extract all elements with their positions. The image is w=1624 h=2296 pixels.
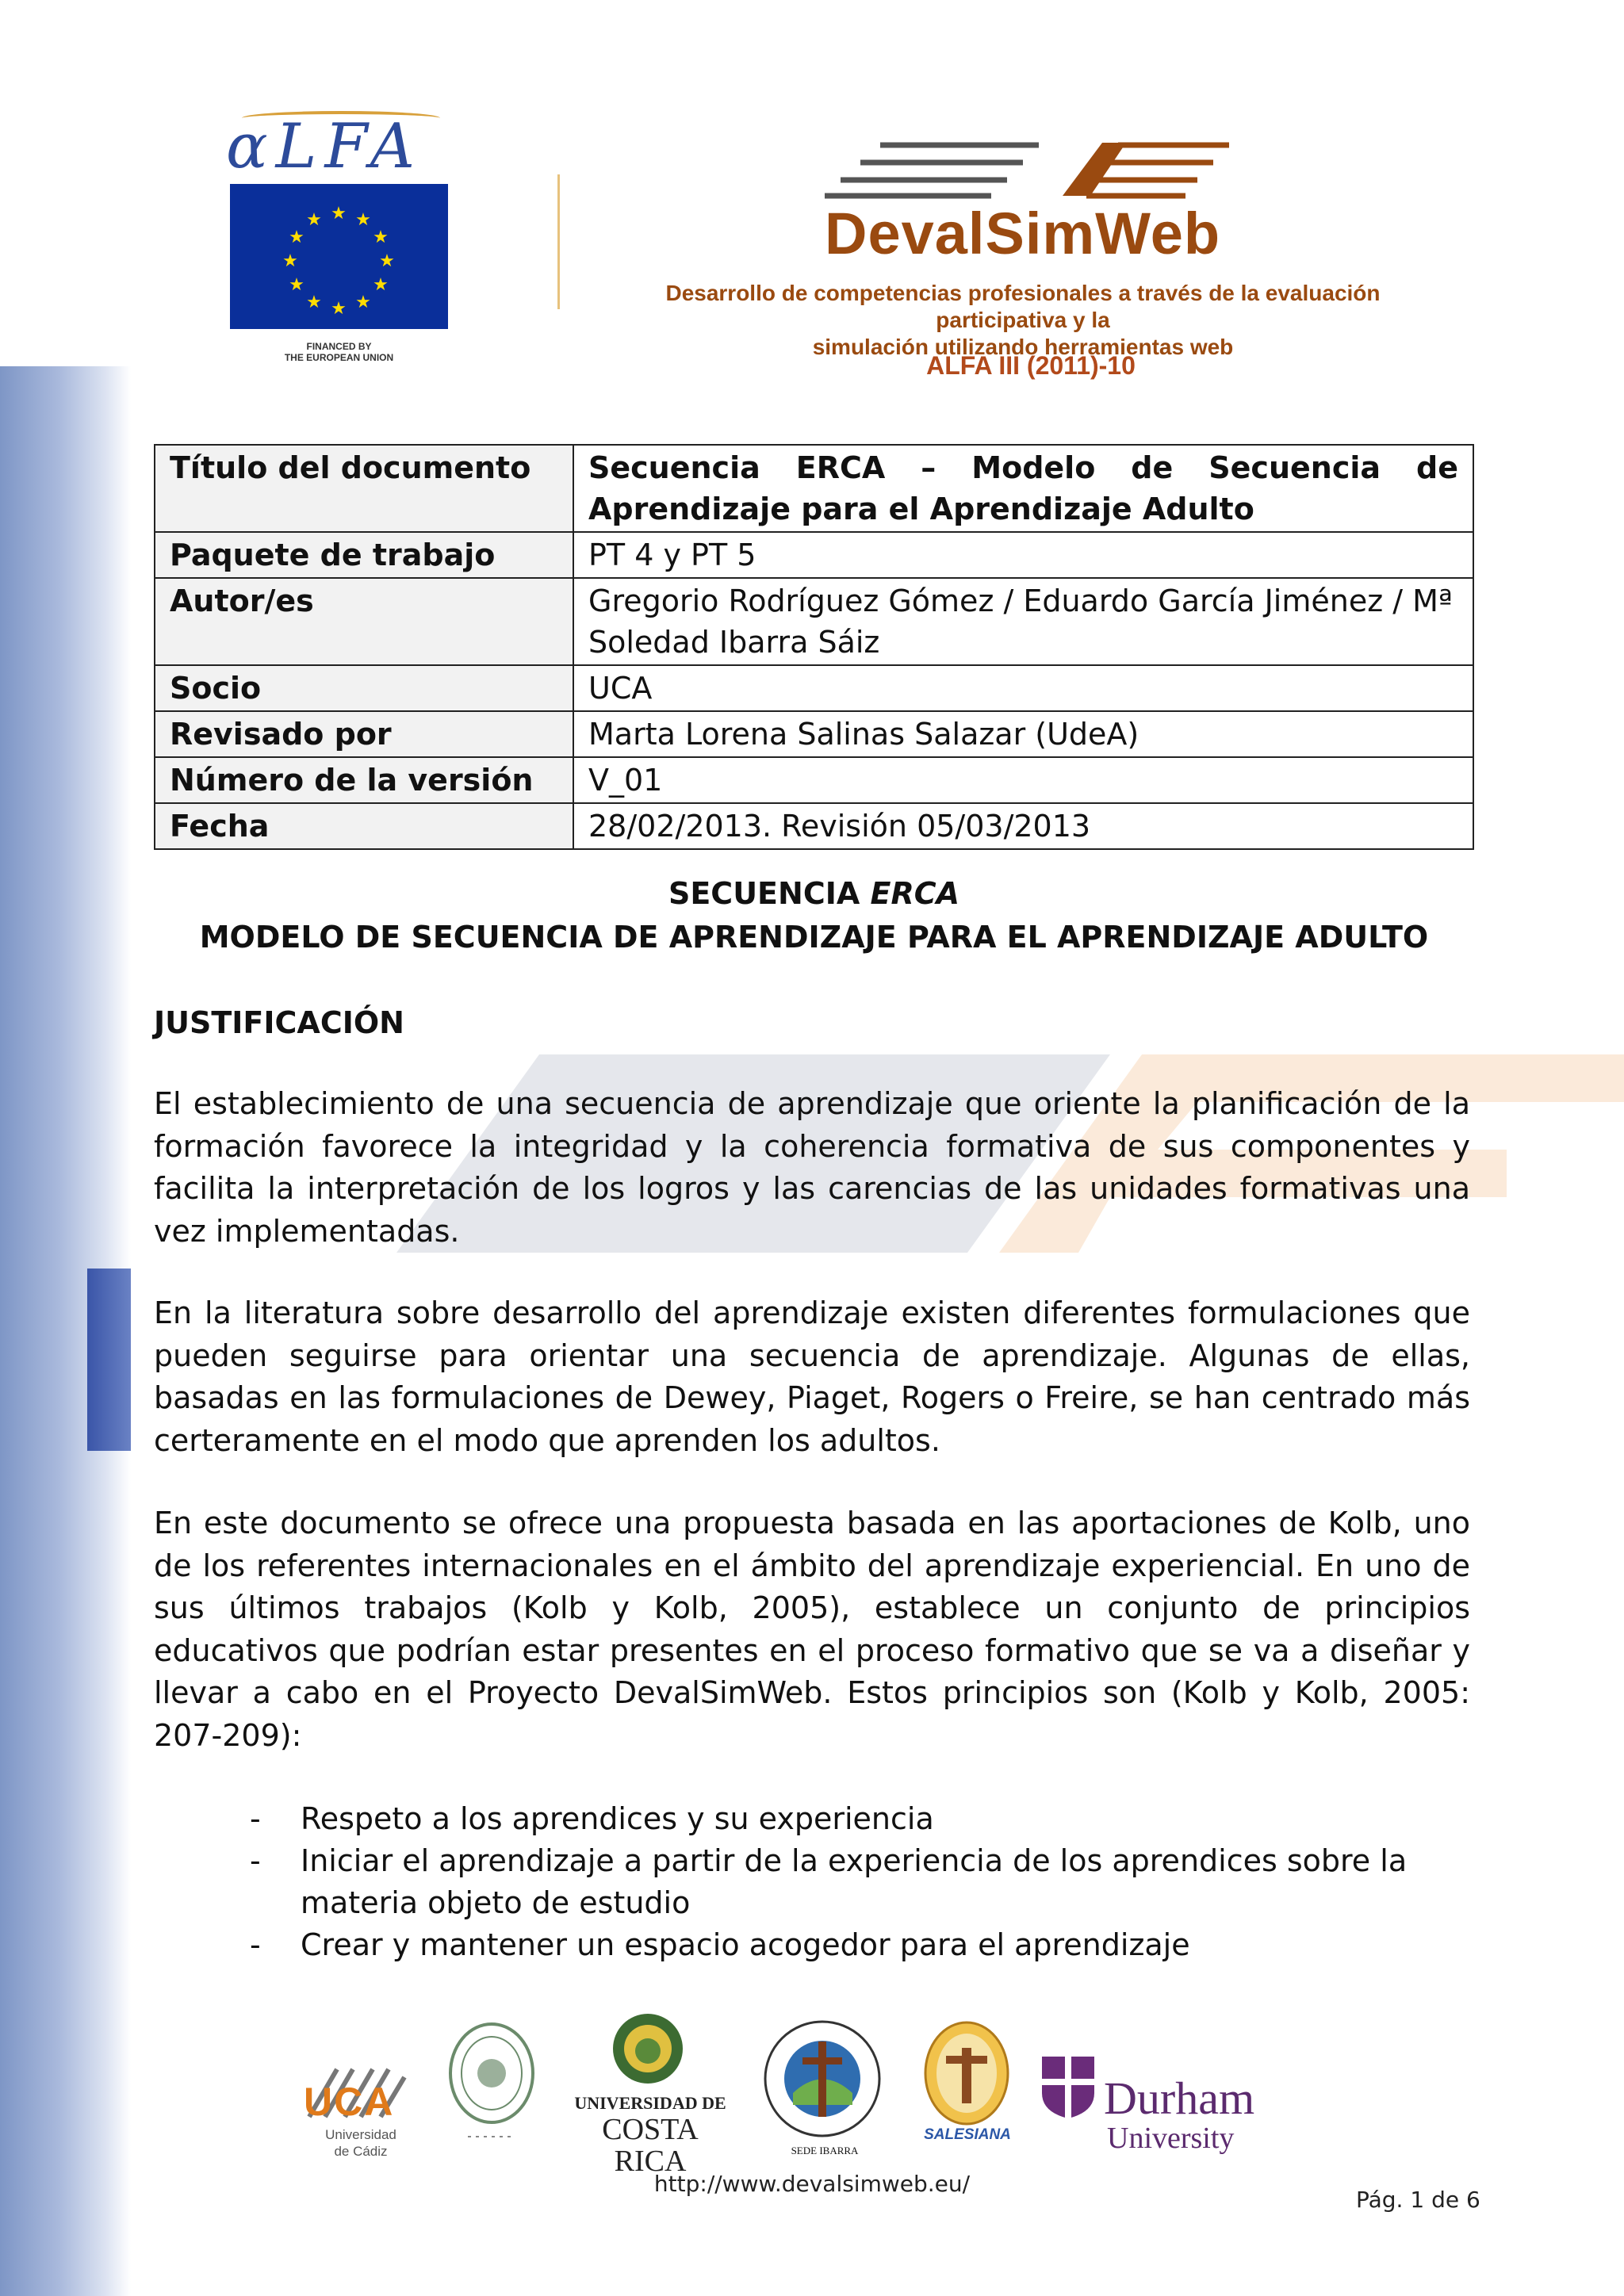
svg-text:★: ★	[289, 275, 304, 295]
svg-text:★: ★	[289, 228, 304, 247]
body-paragraph: En este documento se ofrece una propuesta basada en las aportaciones de Kolb, uno de los referentes internacionales en el ámbito del aprendizaje experiencial. En uno de sus últimos trabajos (Kolb y Kolb, 2005), establece un conjunto de principios educativos que podrían estar presentes en el proceso formativo que se va a diseñar y llevar a cabo en el Proyecto DevalSimWeb. Estos principios son (Kolb y Kolb, 2005: 207-209):	[154, 1506, 1470, 1753]
metadata-label: Número de la versión	[155, 757, 573, 803]
uca-logo-subtitle: Universidad de Cádiz	[325, 2127, 396, 2159]
metadata-label: Autor/es	[155, 578, 573, 665]
alfa-logo: αLFA	[226, 111, 423, 182]
svg-text:★: ★	[306, 210, 322, 230]
university-seal-icon	[444, 2018, 539, 2149]
metadata-label: Título del documento	[155, 445, 573, 532]
devalsimweb-logo: DevalSimWeb	[825, 201, 1221, 266]
metadata-value: V_01	[573, 757, 1473, 803]
eu-financed-note: FINANCED BY THE EUROPEAN UNION	[284, 341, 394, 363]
svg-text:★: ★	[355, 210, 371, 230]
section-title: JUSTIFICACIÓN	[154, 1005, 404, 1040]
eu-flag-icon	[230, 184, 448, 329]
metadata-value: Gregorio Rodríguez Gómez / Eduardo García Jiménez / Mª Soledad Ibarra Sáiz	[573, 578, 1473, 665]
svg-text:★: ★	[373, 275, 389, 295]
list-item: - Respeto a los aprendices y su experiencia	[250, 1798, 1439, 1840]
costa-rica-logo-text: UNIVERSIDAD DE COSTA RICA	[574, 2093, 726, 2178]
document-heading	[154, 872, 1474, 959]
metadata-label: Revisado por	[155, 711, 573, 757]
heading-italic: ERCA	[870, 876, 959, 911]
header-divider	[557, 174, 560, 309]
page-number: Pág. 1 de 6	[1356, 2187, 1480, 2213]
metadata-value: PT 4 y PT 5	[573, 532, 1473, 578]
svg-text:★: ★	[331, 299, 347, 319]
heading-subtitle: MODELO DE SECUENCIA DE APRENDIZAJE PARA EL APRENDIZAJE ADULTO	[199, 920, 1429, 955]
durham-shield-icon	[1040, 2055, 1096, 2120]
metadata-row	[155, 445, 1473, 532]
project-tagline: Desarrollo de competencias profesionales a través de la evaluación participativa y la simulación utilizando herramientas web	[665, 281, 1381, 359]
heading-prefix: SECUENCIA	[668, 876, 871, 911]
metadata-label: Socio	[155, 665, 573, 711]
salesiana-emblem-icon	[922, 2020, 1011, 2127]
metadata-row	[155, 532, 1473, 578]
svg-text:★: ★	[282, 251, 298, 271]
metadata-value: 28/02/2013. Revisión 05/03/2013	[573, 803, 1473, 849]
metadata-row	[155, 665, 1473, 711]
svg-text:★: ★	[306, 293, 322, 312]
metadata-row	[155, 803, 1473, 849]
document-metadata-table	[154, 444, 1474, 850]
uca-logo-text: UCA	[304, 2080, 395, 2124]
body-paragraph: El establecimiento de una secuencia de aprendizaje que oriente la planificación de la formación favorece la integridad y la coherencia formativa de sus componentes y facilita la interpretación de los logros y las carencias de las unidades formativas una vez implementadas.	[154, 1086, 1470, 1249]
list-item: - Crear y mantener un espacio acogedor para el aprendizaje	[250, 1924, 1439, 1966]
metadata-label: Fecha	[155, 803, 573, 849]
svg-text:★: ★	[379, 251, 395, 271]
metadata-value: Secuencia ERCA – Modelo de Secuencia de Aprendizaje para el Aprendizaje Adulto	[573, 445, 1473, 532]
devalsimweb-logo-lines	[825, 139, 1237, 202]
metadata-value: Marta Lorena Salinas Salazar (UdeA)	[573, 711, 1473, 757]
principles-list	[250, 1798, 1439, 1966]
costa-rica-emblem-icon	[611, 2011, 686, 2087]
metadata-row	[155, 757, 1473, 803]
durham-logo-text: Durham	[1104, 2072, 1255, 2124]
pucesi-logo-text: SEDE IBARRA	[791, 2145, 859, 2156]
program-code: ALFA III (2011)-10	[926, 351, 1136, 380]
metadata-row	[155, 578, 1473, 665]
durham-logo-subtitle: University	[1107, 2122, 1235, 2155]
footer-url[interactable]: http://www.devalsimweb.eu/	[653, 2171, 971, 2197]
svg-text:★: ★	[355, 293, 371, 312]
svg-text:★: ★	[331, 204, 347, 224]
metadata-row	[155, 711, 1473, 757]
side-flag-decoration	[87, 1269, 131, 1451]
list-item: - Iniciar el aprendizaje a partir de la experiencia de los aprendices sobre la materia objeto de estudio	[250, 1840, 1439, 1924]
body-paragraph: En la literatura sobre desarrollo del aprendizaje existen diferentes formulaciones que pueden seguirse para orientar una secuencia de aprendizaje. Algunas de ellas, basadas en las formulaciones de Dewey, Piaget, Rogers o Freire, se han centrado más certeramente en el modo que aprenden los adultos.	[154, 1295, 1470, 1458]
salesiana-logo-text: SALESIANA	[924, 2126, 1011, 2143]
pucesi-seal-icon	[761, 2018, 884, 2141]
metadata-label: Paquete de trabajo	[155, 532, 573, 578]
svg-text:★: ★	[373, 228, 389, 247]
metadata-value: UCA	[573, 665, 1473, 711]
